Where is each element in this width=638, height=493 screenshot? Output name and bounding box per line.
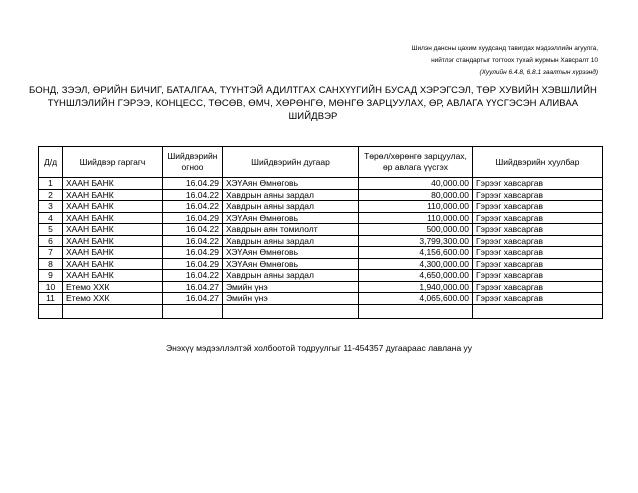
cell-amount: 500,000.00 <box>359 224 473 236</box>
table-row <box>39 212 603 224</box>
table-row <box>39 235 603 247</box>
cell-date: 16.04.22 <box>163 235 223 247</box>
table-header-row <box>39 147 603 178</box>
cell-number: Хавдрын аяны зардал <box>223 189 359 201</box>
cell-empty <box>223 304 359 318</box>
cell-date: 16.04.22 <box>163 270 223 282</box>
cell-empty <box>63 304 163 318</box>
cell-index: 8 <box>39 258 63 270</box>
cell-decision-maker: ХААН БАНК <box>63 247 163 259</box>
cell-amount: 40,000.00 <box>359 178 473 190</box>
header-index: Д/д <box>39 147 63 178</box>
cell-date: 16.04.22 <box>163 189 223 201</box>
cell-index: 7 <box>39 247 63 259</box>
cell-index: 1 <box>39 178 63 190</box>
header-decision-copy: Шийдвэрийн хуулбар <box>473 147 603 178</box>
cell-empty <box>39 304 63 318</box>
contact-footer: Энэхүү мэдээллэлтэй холбоотой тодруулгыг 11-454357 дугаараас лавлана уу <box>165 343 473 353</box>
cell-number: Хавдрын аяны зардал <box>223 235 359 247</box>
cell-amount: 110,000.00 <box>359 201 473 213</box>
cell-empty <box>359 304 473 318</box>
table-row <box>39 201 603 213</box>
cell-index: 9 <box>39 270 63 282</box>
cell-decision-maker: ХААН БАНК <box>63 212 163 224</box>
cell-index: 11 <box>39 293 63 305</box>
cell-number: ХЭҮАян Өмнөговь <box>223 178 359 190</box>
cell-copy: Гэрээг хавсаргав <box>473 270 603 282</box>
header-decision-date: Шийдвэрийн огноо <box>163 147 223 178</box>
cell-index: 5 <box>39 224 63 236</box>
cell-copy: Гэрээг хавсаргав <box>473 281 603 293</box>
cell-amount: 110,000.00 <box>359 212 473 224</box>
cell-index: 4 <box>39 212 63 224</box>
table-row <box>39 293 603 305</box>
cell-decision-maker: ХААН БАНК <box>63 201 163 213</box>
cell-date: 16.04.27 <box>163 281 223 293</box>
cell-date: 16.04.29 <box>163 212 223 224</box>
document-title-line2: ТҮНШЛЭЛИЙН ГЭРЭЭ, КОНЦЕСС, ТӨСӨВ, ӨМЧ, ХӨРӨНГӨ, МӨНГӨ ЗАРЦУУЛАХ, ӨР, АВЛАГА ҮҮСГЭСЭН АЛИВАА ШИЙДВЭР <box>47 98 579 122</box>
cell-date: 16.04.29 <box>163 247 223 259</box>
cell-date: 16.04.27 <box>163 293 223 305</box>
cell-copy: Гэрээг хавсаргав <box>473 201 603 213</box>
cell-decision-maker: ХААН БАНК <box>63 224 163 236</box>
table-row <box>39 270 603 282</box>
regulation-note <box>338 43 598 79</box>
cell-number: ХЭҮАян Өмнөговь <box>223 247 359 259</box>
cell-amount: 4,065,600.00 <box>359 293 473 305</box>
table-row <box>39 281 603 293</box>
cell-copy: Гэрээг хавсаргав <box>473 189 603 201</box>
cell-amount: 3,799,300.00 <box>359 235 473 247</box>
cell-number: Эмийн үнэ <box>223 281 359 293</box>
cell-copy: Гэрээг хавсаргав <box>473 293 603 305</box>
decisions-table <box>38 146 603 319</box>
cell-amount: 1,940,000.00 <box>359 281 473 293</box>
cell-decision-maker: ХААН БАНК <box>63 178 163 190</box>
cell-amount: 4,650,000.00 <box>359 270 473 282</box>
table-row <box>39 189 603 201</box>
cell-date: 16.04.29 <box>163 178 223 190</box>
table-row <box>39 178 603 190</box>
cell-decision-maker: ХААН БАНК <box>63 189 163 201</box>
cell-index: 10 <box>39 281 63 293</box>
regulation-note-line1: Шилэн дансны цахим хуудсанд тавигдах мэдээллийн агуулга, <box>411 45 598 52</box>
cell-date: 16.04.29 <box>163 258 223 270</box>
cell-date: 16.04.22 <box>163 224 223 236</box>
cell-decision-maker: ХААН БАНК <box>63 270 163 282</box>
regulation-note-line3: (Хуулийн 6.4.8, 6.8.1 заалтын хүрээнд) <box>479 69 598 76</box>
header-decision-number: Шийдвэрийн дугаар <box>223 147 359 178</box>
cell-copy: Гэрээг хавсаргав <box>473 178 603 190</box>
cell-decision-maker: Етемо ХХК <box>63 281 163 293</box>
cell-number: Хавдрын аян томилолт <box>223 224 359 236</box>
cell-empty <box>163 304 223 318</box>
table-row <box>39 258 603 270</box>
cell-index: 6 <box>39 235 63 247</box>
document-title <box>28 84 598 123</box>
table-row <box>39 224 603 236</box>
cell-number: Хавдрын аяны зардал <box>223 270 359 282</box>
header-type-amount: Төрөл/хөрөнгө зарцуулах, өр авлага үүсгэх <box>359 147 473 178</box>
document-title-line1: БОНД, ЗЭЭЛ, ӨРИЙН БИЧИГ, БАТАЛГАА, ТҮҮНТЭЙ АДИЛТГАХ САНХҮҮГИЙН БУСАД ХЭРЭГСЭЛ, ТӨР ХУВИЙН ХЭВШЛИЙН <box>29 85 597 96</box>
cell-number: Хавдрын аяны зардал <box>223 201 359 213</box>
cell-index: 2 <box>39 189 63 201</box>
cell-date: 16.04.22 <box>163 201 223 213</box>
table-row <box>39 247 603 259</box>
cell-empty <box>473 304 603 318</box>
table-body <box>39 178 603 319</box>
cell-decision-maker: ХААН БАНК <box>63 235 163 247</box>
cell-decision-maker: Етемо ХХК <box>63 293 163 305</box>
cell-decision-maker: ХААН БАНК <box>63 258 163 270</box>
cell-number: ХЭҮАян Өмнөговь <box>223 212 359 224</box>
table-row-empty <box>39 304 603 318</box>
header-decision-maker: Шийдвэр гаргагч <box>63 147 163 178</box>
cell-number: Эмийн үнэ <box>223 293 359 305</box>
cell-amount: 4,300,000.00 <box>359 258 473 270</box>
cell-copy: Гэрээг хавсаргав <box>473 235 603 247</box>
cell-amount: 80,000.00 <box>359 189 473 201</box>
cell-amount: 4,156,600.00 <box>359 247 473 259</box>
cell-copy: Гэрээг хавсаргав <box>473 224 603 236</box>
cell-copy: Гэрээг хавсаргав <box>473 212 603 224</box>
cell-index: 3 <box>39 201 63 213</box>
regulation-note-line2: нийтлэг стандартыг тогтоох тухай журмын Хавсралт 10 <box>431 57 598 64</box>
cell-copy: Гэрээг хавсаргав <box>473 247 603 259</box>
cell-copy: Гэрээг хавсаргав <box>473 258 603 270</box>
cell-number: ХЭҮАян Өмнөговь <box>223 258 359 270</box>
